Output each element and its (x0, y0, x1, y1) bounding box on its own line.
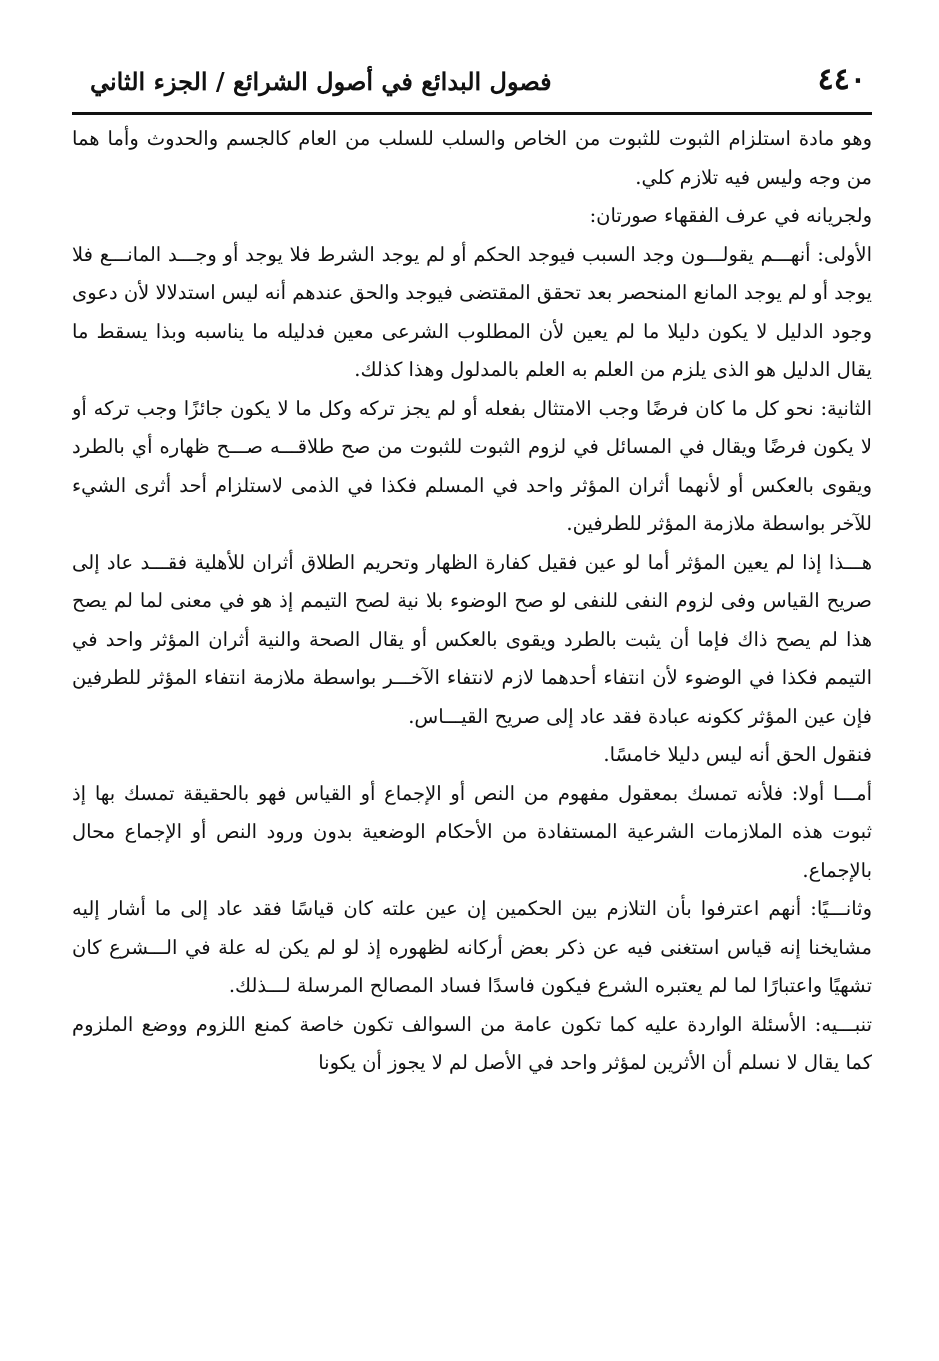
paragraph: ولجريانه في عرف الفقهاء صورتان: (589, 204, 872, 227)
paragraph: الثانية: نحو كل ما كان فرضًا وجب الامتثال بفعله أو لم يجز تركه وكل ما لا يكون جائزًا وجب تركه أو لا يكون فرضًا ويقال في المسائل في لزوم الثبوت للثبوت من صح طلاقـــه صـــح ظهاره أي بالطرد ويقوى بالعكس أو لأنهما أثران المؤثر واحد في المسلم فكذا في الذمى لاستلزام أحد أثرى الشيء للآخر بواسطة ملازمة المؤثر للطرفين. (72, 396, 872, 535)
paragraph: أمـــا أولا: فلأنه تمسك بمعقول مفهوم من النص أو الإجماع أو القياس فهو بالحقيقة تمسك بها إذ ثبوت هذه الملازمات الشرعية المستفادة من الأحكام الوضعية بدون ورود النص أو الإجماع محال بالإجماع. (72, 781, 872, 882)
header-divider (72, 112, 872, 115)
paragraph: الأولى: أنهـــم يقولـــون وجد السبب فيوجد الحكم أو لم يوجد الشرط فلا يوجد أو وجـــد المانـــع فلا يوجد أو لم يوجد المانع المنحصر بعد تحقق المقتضى فيوجد والحق عندهم أنه ليس استدلالا لأن دعوى وجود الدليل لا يكون دليلا ما لم يعين لأن المطلوب الشرعى معين فدليله ما يناسبه وبذا يسقط ما يقال الدليل هو الذى يلزم من العلم به العلم بالمدلول وهذا كذلك. (72, 242, 872, 381)
running-header (72, 52, 872, 114)
paragraph: تنبـــيه: الأسئلة الواردة عليه كما تكون عامة من السوالف تكون خاصة كمنع اللزوم ووضع الملزوم كما يقال لا نسلم أن الأثرين لمؤثر واحد في الأصل لم لا يجوز أن يكونا (72, 1012, 872, 1074)
paragraph: وثانـــيًا: أنهم اعترفوا بأن التلازم بين الحكمين إن عين علته كان قياسًا فقد عاد إلى ما أشار إليه مشايخنا إنه قياس استغنى فيه عن ذكر بعض أركانه لظهوره إذ لو لم يكن له علة في الـــشرع كان تشهيًا واعتبارًا لما لم يعتبره الشرع فيكون فاسدًا فساد المصالح المرسلة لـــذلك. (72, 897, 872, 997)
document-page (72, 52, 872, 1342)
book-title: فصول البدائع في أصول الشرائع / الجزء الثاني (90, 67, 552, 96)
body-text (72, 120, 872, 1083)
paragraph: فنقول الحق أنه ليس دليلا خامسًا. (603, 743, 872, 766)
paragraph: هـــذا إذا لم يعين المؤثر أما لو عين فقيل كفارة الظهار وتحريم الطلاق أثران للأهلية فقـــد عاد إلى صريح القياس وفى لزوم النفى للنفى لو صح الوضوء بلا نية لصح التيمم إذ هو في معنى لما لم يصح هذا لم يصح ذاك فإما أن يثبت بالطرد ويقوى بالعكس أو يقال الصحة والنية أثران المؤثر واحد في التيمم فكذا في الوضوء لأن انتفاء أحدهما لازم لانتفاء الآخـــر بواسطة ملازمة انتفاء المؤثر للطرفين فإن عين المؤثر ككونه عبادة فقد عاد إلى صريح القيـــاس. (72, 550, 872, 728)
page-number: ٤٤٠ (817, 62, 866, 97)
paragraph: وهو مادة استلزام الثبوت للثبوت من الخاص والسلب للسلب من العام كالجسم والحدوث وأما هما من وجه وليس فيه تلازم كلي. (72, 127, 872, 189)
